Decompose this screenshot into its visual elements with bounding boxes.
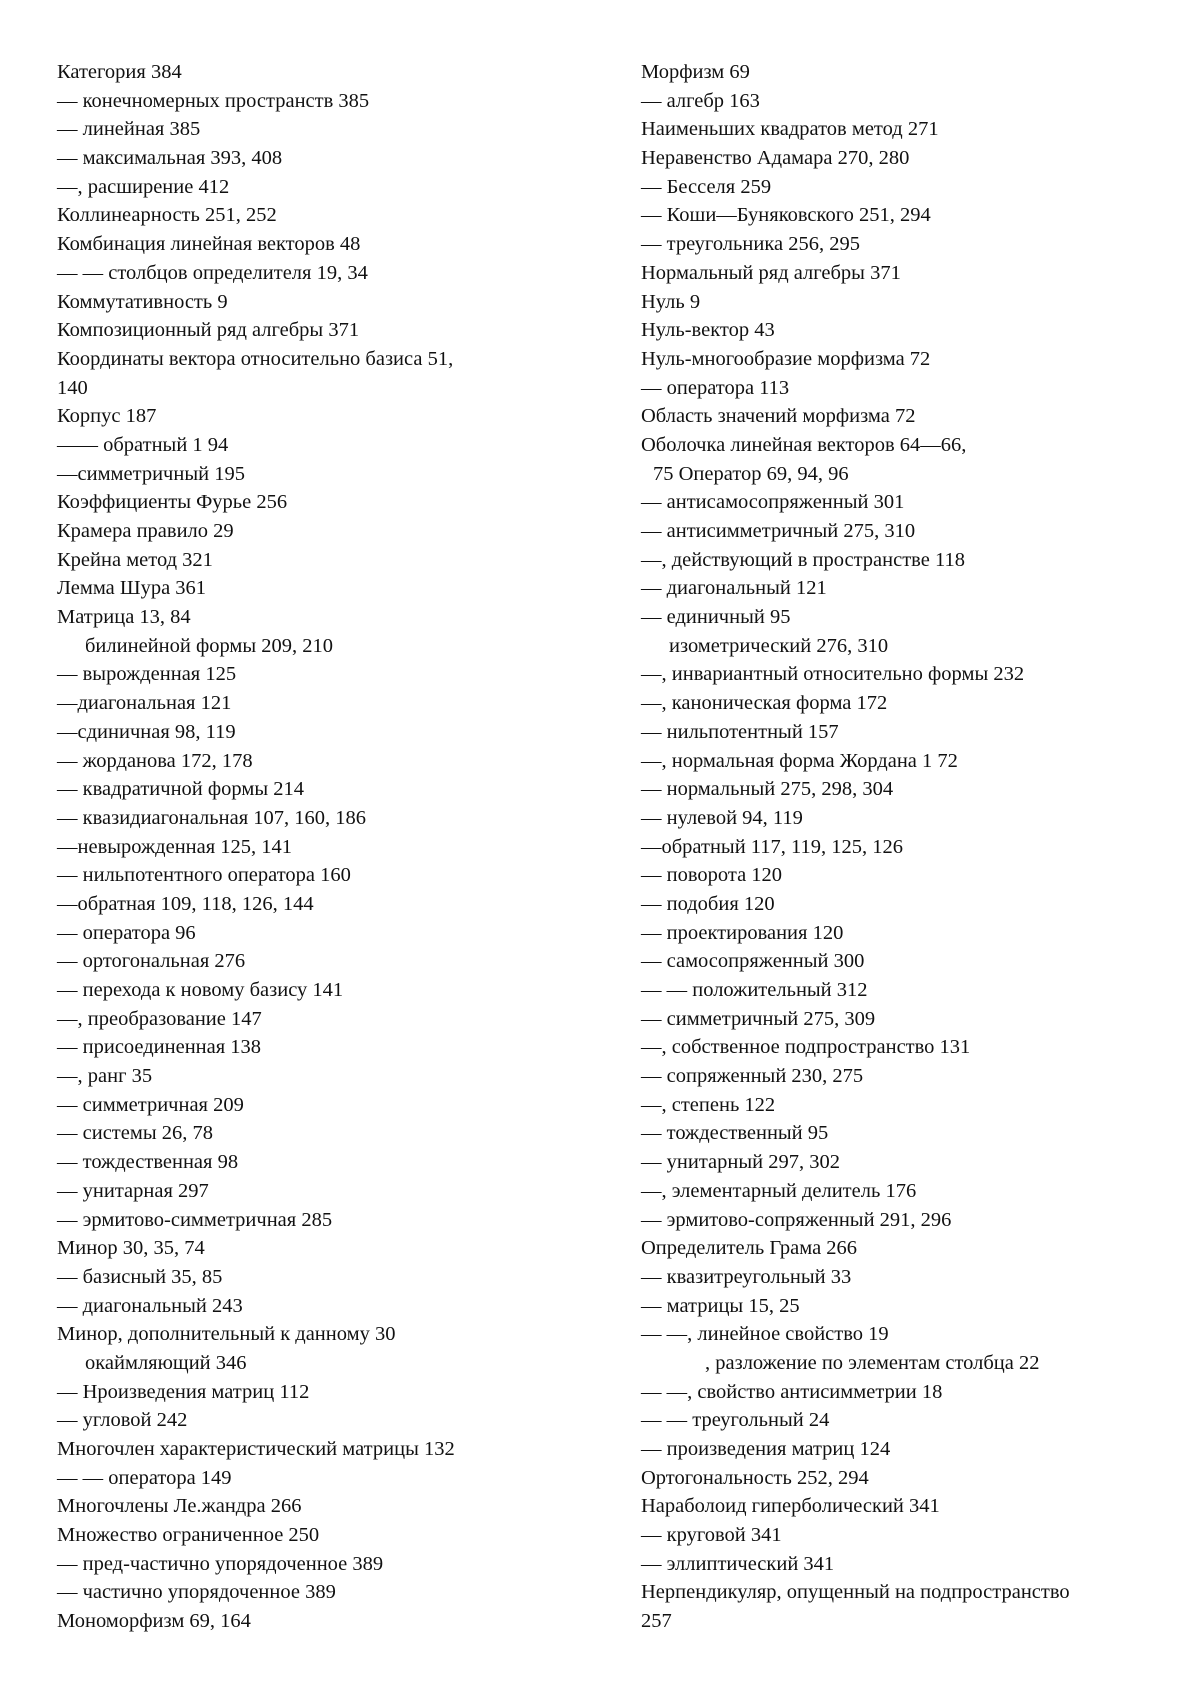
index-entry: — — столбцов определителя 19, 34 (57, 261, 368, 284)
index-entry: — самосопряженный 300 (641, 950, 865, 973)
index-column-left (57, 58, 577, 1636)
index-entry: — Бесселя 259 (641, 175, 772, 198)
index-entry: —невырожденная 125, 141 (57, 835, 293, 858)
index-entry: Мономорфизм 69, 164 (57, 1610, 251, 1633)
index-entry: — поворота 120 (641, 864, 783, 887)
index-entry: Оболочка линейная векторов 64—66, (641, 433, 967, 456)
index-column-right (641, 58, 1161, 1636)
index-entry: — нулевой 94, 119 (641, 806, 803, 829)
index-entry: Коммутативность 9 (57, 290, 228, 313)
index-entry: — оператора 96 (57, 921, 196, 944)
index-entry: — квазитреугольный 33 (641, 1265, 852, 1288)
index-entry: — единичный 95 (641, 606, 791, 629)
index-entry: — круговой 341 (641, 1524, 782, 1547)
index-entry: — матрицы 15, 25 (641, 1294, 800, 1317)
index-entry: , разложение по элементам столбца 22 (705, 1351, 1040, 1374)
index-entry: Корпус 187 (57, 405, 157, 428)
index-entry: — эллиптический 341 (641, 1552, 835, 1575)
index-entry: Многочлен характеристический матрицы 132 (57, 1438, 455, 1460)
index-entry: Комбинация линейная векторов 48 (57, 233, 361, 256)
index-entry: — — оператора 149 (57, 1466, 232, 1489)
index-entry: — ортогональная 276 (57, 950, 246, 973)
index-entry: Лемма Шура 361 (57, 577, 207, 600)
index-entry: — базисный 35, 85 (57, 1265, 223, 1288)
index-entry: — симметричный 275, 309 (641, 1007, 876, 1030)
index-entry: Композиционный ряд алгебры 371 (57, 319, 360, 342)
index-entry: — — треугольный 24 (641, 1409, 830, 1432)
index-entry: — квазидиагональная 107, 160, 186 (57, 806, 367, 829)
index-entry: — тождественная 98 (57, 1151, 239, 1174)
index-entry: Определитель Грама 266 (641, 1237, 858, 1260)
index-entry: —, ранг 35 (57, 1065, 153, 1088)
index-entry: — эрмитово-симметричная 285 (57, 1208, 333, 1231)
index-entry: — Коши—Буняковского 251, 294 (641, 204, 931, 227)
index-entry: — — положительный 312 (641, 979, 868, 1001)
index-entry: Ортогональность 252, 294 (641, 1466, 869, 1489)
index-entry: Морфизм 69 (641, 61, 750, 83)
index-entry: — перехода к новому базису 141 (57, 979, 344, 1001)
index-entry: —, каноническая форма 172 (641, 692, 888, 715)
index-entry: — нильпотентный 157 (641, 720, 839, 743)
index-entry: Коэффициенты Фурье 256 (57, 491, 288, 514)
index-entry: окаймляющий 346 (85, 1351, 247, 1374)
index-entry: — конечномерных пространств 385 (57, 89, 370, 112)
index-entry: —сдиничная 98, 119 (57, 720, 236, 743)
index-entry: — системы 26, 78 (57, 1122, 213, 1145)
index-entry: — диагональный 243 (57, 1294, 243, 1317)
index-entry: 257 (641, 1610, 672, 1633)
index-entry: Крейна метод 321 (57, 548, 213, 571)
index-entry: — унитарная 297 (57, 1179, 209, 1202)
index-entry: Множество ограниченное 250 (57, 1524, 320, 1547)
index-entry: —, элементарный делитель 176 (641, 1179, 917, 1202)
index-entry: —, нормальная форма Жордана 1 72 (641, 749, 958, 772)
index-entry: Минор 30, 35, 74 (57, 1237, 205, 1260)
index-entry: Наименьших квадратов метод 271 (641, 118, 939, 141)
index-entry: 140 (57, 376, 88, 399)
index-entry: — оператора 113 (641, 376, 790, 399)
index-entry: — антисамосопряженный 301 (641, 491, 905, 514)
index-entry: Координаты вектора относительно базиса 51, (57, 347, 454, 370)
index-entry: — алгебр 163 (641, 89, 760, 112)
index-entry: — нильпотентного оператора 160 (57, 864, 351, 887)
index-entry: Матрица 13, 84 (57, 606, 191, 629)
index-entry: —, расширение 412 (57, 175, 230, 198)
index-entry: — пред-частично упорядоченное 389 (57, 1552, 384, 1575)
index-entry: Нуль 9 (641, 290, 701, 313)
index-entry: — произведения матриц 124 (641, 1438, 891, 1460)
index-entry: билинейной формы 209, 210 (85, 634, 334, 657)
index-entry: — диагональный 121 (641, 577, 827, 600)
index-entry: — проектирования 120 (641, 921, 844, 944)
index-entry: — унитарный 297, 302 (641, 1151, 840, 1174)
index-entry: — Нроизведения матриц 112 (57, 1380, 310, 1403)
index-entry: Категория 384 (57, 61, 182, 83)
index-entry: Нормальный ряд алгебры 371 (641, 261, 901, 284)
index-entry: — максимальная 393, 408 (57, 147, 283, 170)
index-entry: Нараболоид гиперболический 341 (641, 1495, 940, 1518)
index-entry: — сопряженный 230, 275 (641, 1065, 864, 1088)
index-entry: —обратная 109, 118, 126, 144 (57, 892, 314, 915)
index-entry: — присоединенная 138 (57, 1036, 262, 1059)
index-entry: Нерпендикуляр, опущенный на подпространство (641, 1581, 1070, 1604)
index-entry: —симметричный 195 (57, 462, 245, 485)
index-entry: Нуль-многообразие морфизма 72 (641, 347, 931, 370)
index-entry: Область значений морфизма 72 (641, 405, 916, 428)
index-entry: — подобия 120 (641, 892, 775, 915)
index-entry: —диагональная 121 (57, 692, 232, 715)
index-entry: — вырожденная 125 (57, 663, 237, 686)
index-entry: Неравенство Адамара 270, 280 (641, 147, 910, 170)
index-entry: — жорданова 172, 178 (57, 749, 253, 772)
index-entry: — квадратичной формы 214 (57, 778, 304, 801)
index-entry: — угловой 242 (57, 1409, 188, 1432)
index-entry: — эрмитово-сопряженный 291, 296 (641, 1208, 952, 1231)
index-entry: Многочлены Ле.жандра 266 (57, 1495, 302, 1518)
index-entry: Минор, дополнительный к данному 30 (57, 1323, 396, 1346)
index-entry: Нуль-вектор 43 (641, 319, 775, 342)
index-entry: —, степень 122 (641, 1093, 776, 1116)
index-entry: —, собственное подпространство 131 (641, 1036, 971, 1059)
index-entry: —обратный 117, 119, 125, 126 (641, 835, 904, 858)
index-entry: — антисимметричный 275, 310 (641, 520, 916, 542)
index-entry: — частично упорядоченное 389 (57, 1581, 336, 1604)
index-entry: Коллинеарность 251, 252 (57, 204, 277, 227)
index-entry: изометрический 276, 310 (669, 634, 889, 657)
index-entry: —— обратный 1 94 (57, 433, 229, 456)
index-entry: Крамера правило 29 (57, 520, 234, 542)
index-entry: — —, свойство антисимметрии 18 (641, 1380, 943, 1403)
index-entry: — симметричная 209 (57, 1093, 244, 1116)
index-entry: — треугольника 256, 295 (641, 233, 860, 256)
index-entry: —, инвариантный относительно формы 232 (641, 663, 1025, 686)
index-entry: — —, линейное свойство 19 (641, 1323, 889, 1346)
index-entry: —, действующий в пространстве 118 (641, 548, 965, 571)
index-entry: — нормальный 275, 298, 304 (641, 778, 894, 801)
index-entry: — линейная 385 (57, 118, 201, 141)
index-entry: —, преобразование 147 (57, 1007, 262, 1030)
index-entry: 75 Оператор 69, 94, 96 (653, 462, 849, 485)
index-entry: — тождественный 95 (641, 1122, 829, 1145)
